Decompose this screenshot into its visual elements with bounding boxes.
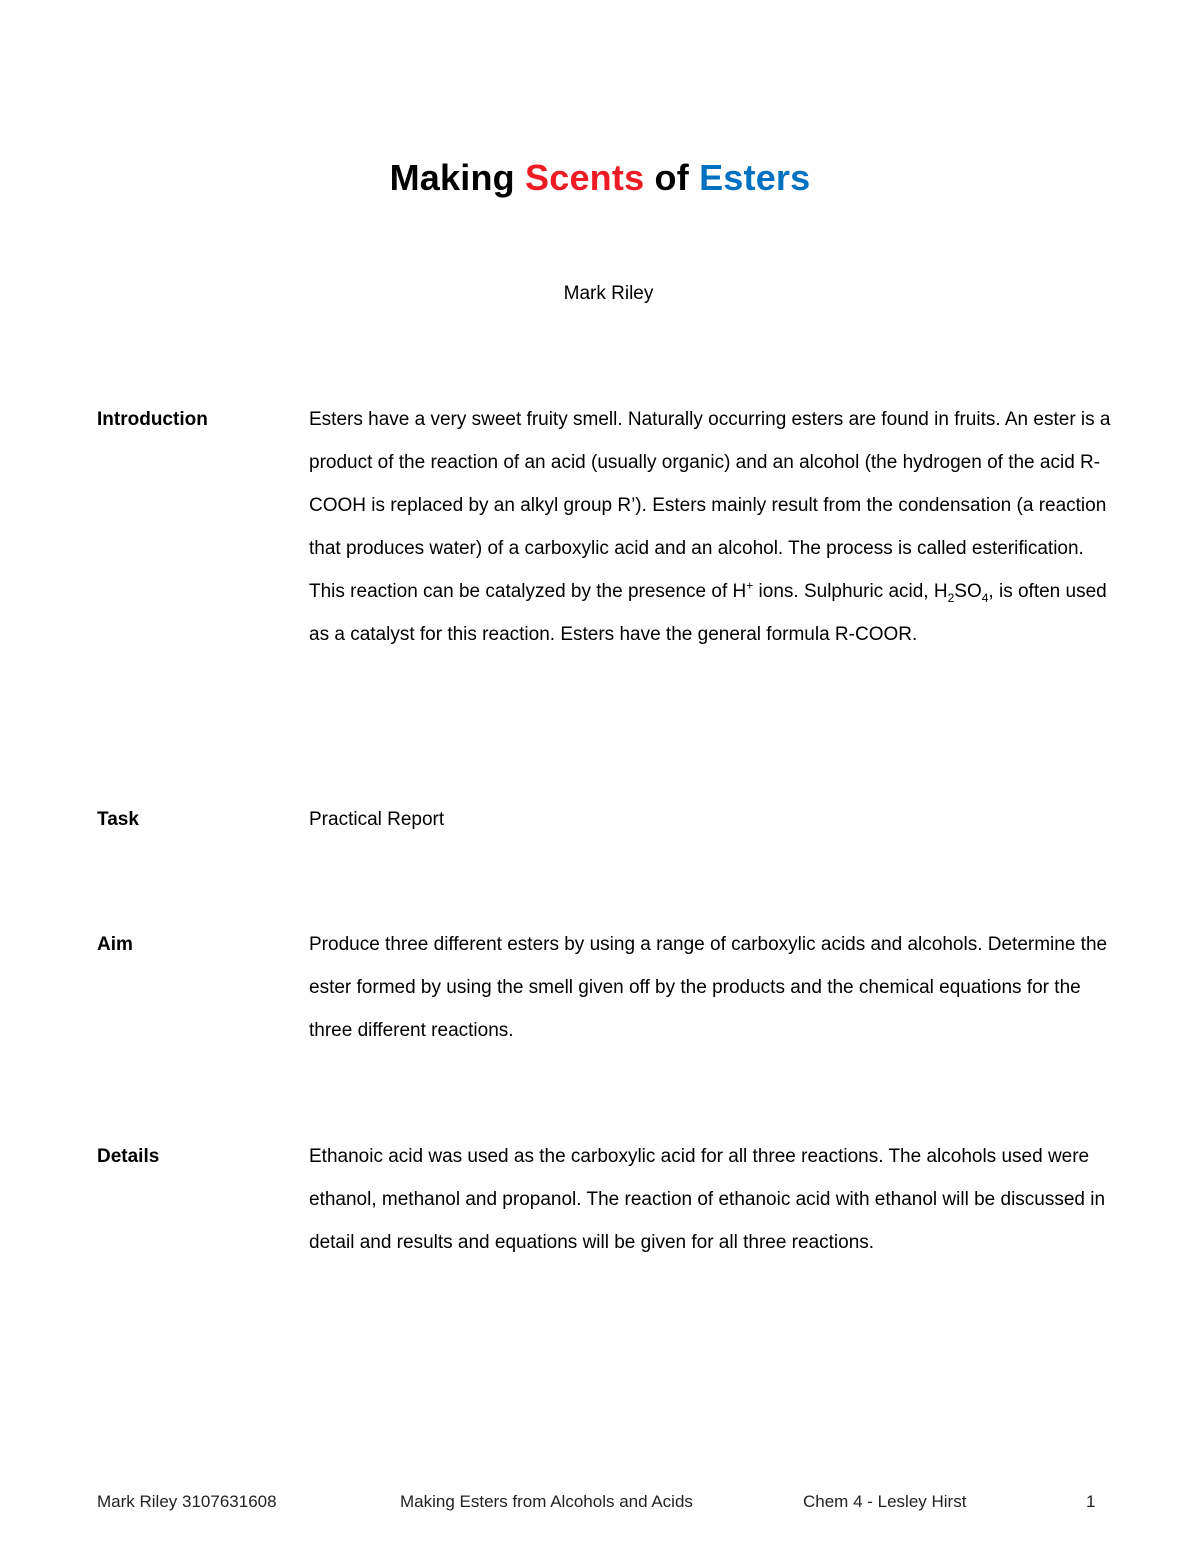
section-body-introduction [309,398,1117,656]
title-of: of [644,157,700,198]
intro-superscript-plus: + [746,578,754,593]
intro-text-b: ions. Sulphuric acid, H [753,581,948,602]
footer-course: Chem 4 - Lesley Hirst [803,1492,967,1511]
footer-author-id: Mark Riley 3107631608 [97,1492,277,1511]
intro-text-a: Esters have a very sweet fruity smell. Naturally occurring esters are found in fruits. An ester is a product of the reaction of an acid (usually organic) and an alcohol (the hydrogen of the acid R-COOH is replaced by an alkyl group R’). Esters mainly result from the condensation (a reaction that produces water) of a carboxylic acid and an alcohol. The process is called esterification. This reaction can be catalyzed by the presence of H [309,409,1111,602]
author-name: Mark Riley [563,283,654,304]
section-aim [97,931,1117,1061]
intro-text-c: SO [954,581,982,602]
section-details [97,1143,1117,1313]
section-label-aim: Aim [97,934,133,955]
section-body-details [309,1135,1117,1264]
task-text: Practical Report [309,809,445,830]
intro-text-d: , is often used as a catalyst for this reaction. Esters have the general formula R-COOR. [309,581,1107,645]
title-esters: Esters [699,157,811,198]
section-body-task [309,798,1117,841]
intro-subscript-4: 4 [981,590,989,605]
details-text: Ethanoic acid was used as the carboxylic acid for all three reactions. The alcohols used were ethanol, methanol and propanol. The reaction of ethanoic acid with ethanol will be discussed in detail and results and equations will be given for all three reactions. [309,1146,1106,1253]
section-label-task: Task [97,809,139,830]
page-title [0,152,1200,204]
section-task [97,806,1117,846]
intro-subscript-2: 2 [947,590,955,605]
aim-text: Produce three different esters by using a range of carboxylic acids and alcohols. Determine the ester formed by using the smell given off by the products and the chemical equations for the three different reactions. [309,934,1108,1041]
section-introduction [97,406,1117,706]
page-footer [0,1488,1200,1516]
title-making: Making [389,157,526,198]
section-body-aim [309,923,1117,1052]
title-scents: Scents [525,157,645,198]
section-label-introduction: Introduction [97,409,208,430]
footer-page-number: 1 [1086,1492,1096,1511]
footer-document-title: Making Esters from Alcohols and Acids [400,1492,693,1511]
section-label-details: Details [97,1146,160,1167]
